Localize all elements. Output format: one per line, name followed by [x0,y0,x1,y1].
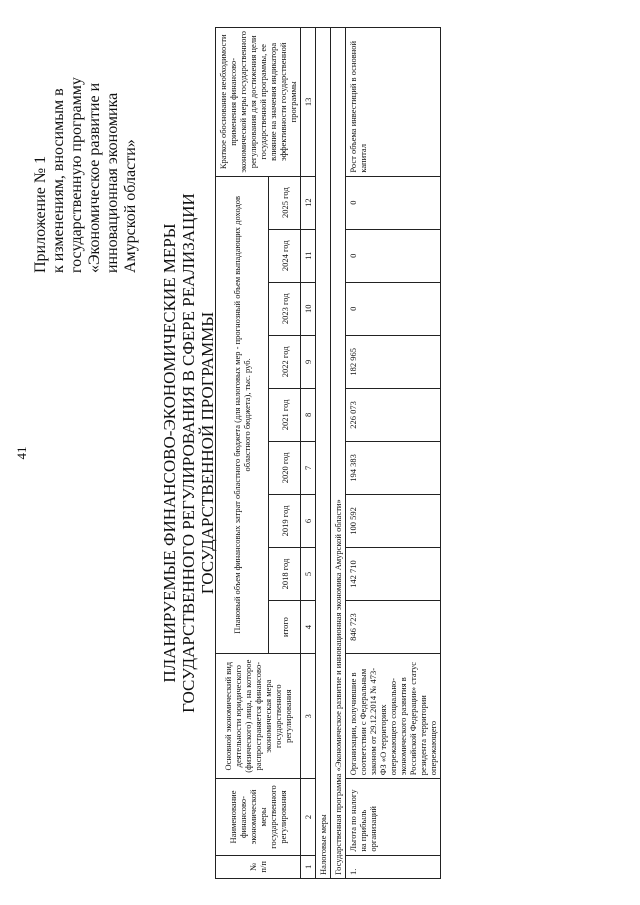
column-number: 8 [301,388,316,441]
section-row-program [331,27,346,878]
row-name: Льгота по налогу на прибыль организаций [346,778,441,854]
section-program-label: Государственная программа «Экономическое развитие и инновационная экономика Амурской области» [331,27,346,878]
column-number: 7 [301,441,316,494]
rotated-document-sheet [10,13,630,893]
header-year: 2022 год [269,335,301,388]
row-value: 0 [346,229,441,282]
measures-table [215,27,441,879]
row-value: 142 710 [346,547,441,600]
column-number: 5 [301,547,316,600]
row-value: 0 [346,282,441,335]
row-value: 226 073 [346,388,441,441]
header-justification: Краткое обоснование необходимости применения финансово-экономической меры государственного регулирования для достижения цели государственной программы, ее влияние на значения индикатора эффективности государственной программы [216,27,301,176]
header-row-1 [216,27,269,878]
header-planned: Плановый объем финансовых затрат областного бюджета (для налоговых мер - прогнозный объем выпадающих доходов областного бюджета), тыс. руб. [216,176,269,653]
column-number: 13 [301,27,316,176]
header-year: 2018 год [269,547,301,600]
header-name: Наименование финансово-экономической меры государственного регулирования [216,778,301,854]
row-value: 100 592 [346,494,441,547]
column-number: 6 [301,494,316,547]
column-number: 10 [301,282,316,335]
row-value: 194 383 [346,441,441,494]
appendix-title: Приложение № 1 [32,155,49,273]
column-number: 2 [301,778,316,854]
row-justification: Рост объема инвестиций в основной капитал [346,27,441,176]
column-number: 11 [301,229,316,282]
section-row-tax [316,27,331,878]
row-total: 846 723 [346,600,441,653]
row-no: 1. [346,855,441,878]
page-number: 41 [14,446,29,459]
header-year: 2021 год [269,388,301,441]
row-activity: Организации, получившие в соответствии с Федеральным законом от 29.12.2014 № 473-ФЗ «О территориях опережающего социально-экономического развития в Российской Федерации» статус резидента территории опережающего [346,653,441,778]
header-year: 2020 год [269,441,301,494]
header-no: № п/п [216,855,301,878]
column-number: 12 [301,176,316,229]
column-numbers-row [301,27,316,878]
header-year: 2023 год [269,282,301,335]
header-year: 2025 год [269,176,301,229]
column-number: 1 [301,855,316,878]
appendix-text: к изменениям, вносимым в государственную программу «Экономическое развитие и инновационная экономика Амурской области» [50,76,139,273]
appendix-note [32,23,140,273]
row-value: 0 [346,176,441,229]
table-row [346,27,441,878]
column-number: 4 [301,600,316,653]
header-activity: Основной экономический вид деятельности юридического (физического) лица, на которое распространяется финансово-экономическая мера государственного регулирования [216,653,301,778]
document-title: ПЛАНИРУЕМЫЕ ФИНАНСОВО-ЭКОНОМИЧЕСКИЕ МЕРЫ ГОСУДАРСТВЕННОГО РЕГУЛИРОВАНИЯ В СФЕРЕ РЕАЛИЗАЦИИ ГОСУДАРСТВЕННОЙ ПРОГРАММЫ [160,192,217,713]
header-total: итого [269,600,301,653]
section-tax-label: Налоговые меры [316,27,331,878]
column-number: 9 [301,335,316,388]
header-year: 2024 год [269,229,301,282]
header-year: 2019 год [269,494,301,547]
row-value: 182 965 [346,335,441,388]
column-number: 3 [301,653,316,778]
